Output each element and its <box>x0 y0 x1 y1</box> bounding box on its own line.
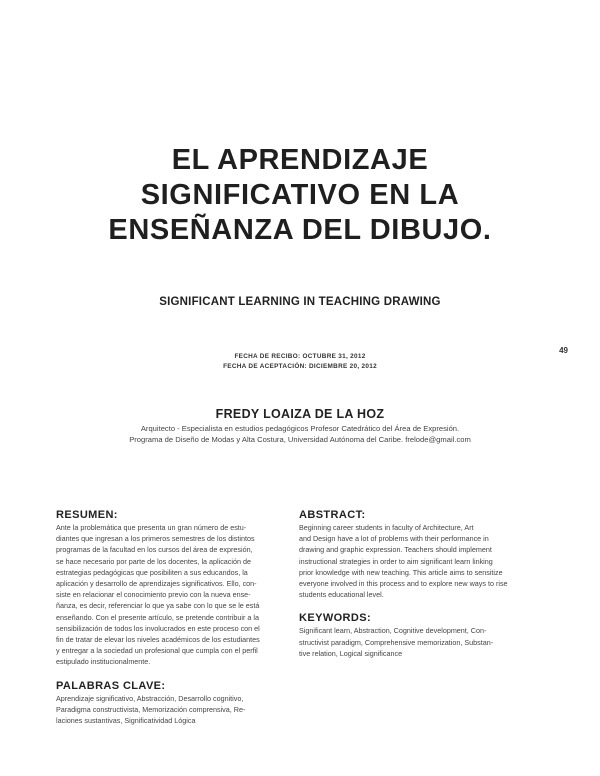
spacer <box>56 668 288 680</box>
resumen-line: aplicación y desarrollo de aprendizajes significativos. Ello, con- <box>56 579 257 589</box>
abstract-heading: ABSTRACT: <box>299 509 366 521</box>
resumen-line: programas de la facultad en los cursos del área de expresión, <box>56 545 253 555</box>
author-block <box>40 407 560 445</box>
abstract-line: drawing and graphic expression. Teachers should implement <box>299 545 492 555</box>
spacer <box>299 600 531 612</box>
left-column <box>56 509 288 726</box>
page-number: 49 <box>559 346 568 355</box>
resumen-line: fin de tratar de elevar los niveles académicos de los estudiantes <box>56 635 260 645</box>
article-title <box>40 143 560 248</box>
right-column <box>299 509 531 659</box>
abstract-line: instructional strategies in order to aim significant learn linking <box>299 556 493 566</box>
resumen-line: enseñando. Con el presente artículo, se pretende contribuir a la <box>56 612 259 622</box>
title-line: SIGNIFICATIVO EN LA <box>140 179 460 211</box>
keywords-line: Significant learn, Abstraction, Cognitive development, Con- <box>299 626 487 636</box>
abstract-line: everyone involved in this process and to explore new ways to rise <box>299 579 508 589</box>
accepted-date: FECHA DE ACEPTACIÓN: DICIEMBRE 20, 2012 <box>223 363 377 370</box>
palabras-clave-line: Aprendizaje significativo, Abstracción, Desarrollo cognitivo, <box>56 693 244 703</box>
resumen-line: siste en relacionar el conocimiento previo con la nueva ense- <box>56 590 251 600</box>
resumen-line: y entregar a la sociedad un profesional que cumpla con el perfil <box>56 646 258 656</box>
resumen-line: ñanza, es decir, referenciar lo que ya sabe con lo que se le está <box>56 601 260 611</box>
resumen-line: estipulado institucionalmente. <box>56 657 151 667</box>
palabras-clave-heading: PALABRAS CLAVE: <box>56 679 166 692</box>
author-affiliation <box>40 424 560 445</box>
palabras-clave-line: Paradigma constructivista, Memorización comprensiva, Re- <box>56 704 246 714</box>
article-subtitle: SIGNIFICANT LEARNING IN TEACHING DRAWING <box>159 296 441 308</box>
keywords-heading: KEYWORDS: <box>299 612 372 625</box>
palabras-clave-body <box>56 693 288 727</box>
affiliation-line: Arquitecto - Especialista en estudios pedagógicos Profesor Catedrático del Área de Expresión. <box>140 424 460 433</box>
keywords-body <box>299 625 531 659</box>
resumen-line: diantes que ingresan a los primeros semestres de los distintos <box>56 534 255 544</box>
resumen-line: Ante la problemática que presenta un gran número de estu- <box>56 523 247 532</box>
resumen-heading: RESUMEN: <box>56 509 118 521</box>
keywords-line: structivist paradigm, Comprehensive memorization, Substan- <box>299 637 494 647</box>
keywords-line: tive relation, Logical significance <box>299 648 403 658</box>
resumen-line: estrategias pedagógicas que posibiliten a sus educandos, la <box>56 567 248 577</box>
affiliation-line: Programa de Diseño de Modas y Alta Costura, Universidad Autónoma del Caribe. frelode@gmail.com <box>129 434 471 444</box>
dates-block <box>40 352 560 372</box>
title-line: EL APRENDIZAJE <box>171 144 429 176</box>
palabras-clave-line: laciones sustantivas, Significatividad Lógica <box>56 716 196 726</box>
resumen-line: sensibilización de todos los involucrados en este proceso con el <box>56 623 260 633</box>
abstract-line: and Design have a lot of problems with their performance in <box>299 534 489 544</box>
abstract-line: Beginning career students in faculty of Architecture, Art <box>299 523 474 532</box>
author-name: FREDY LOAIZA DE LA HOZ <box>215 407 385 421</box>
title-line: ENSEÑANZA DEL DIBUJO. <box>108 214 492 246</box>
abstract-line: prior knowledge with new teaching. This article aims to sensitize <box>299 567 503 577</box>
received-date: FECHA DE RECIBO: OCTUBRE 31, 2012 <box>234 353 366 360</box>
abstract-body <box>299 522 531 600</box>
abstract-line: students educational level. <box>299 590 384 600</box>
resumen-line: se hace necesario por parte de los docentes, la aplicación de <box>56 556 251 566</box>
resumen-body <box>56 522 288 668</box>
